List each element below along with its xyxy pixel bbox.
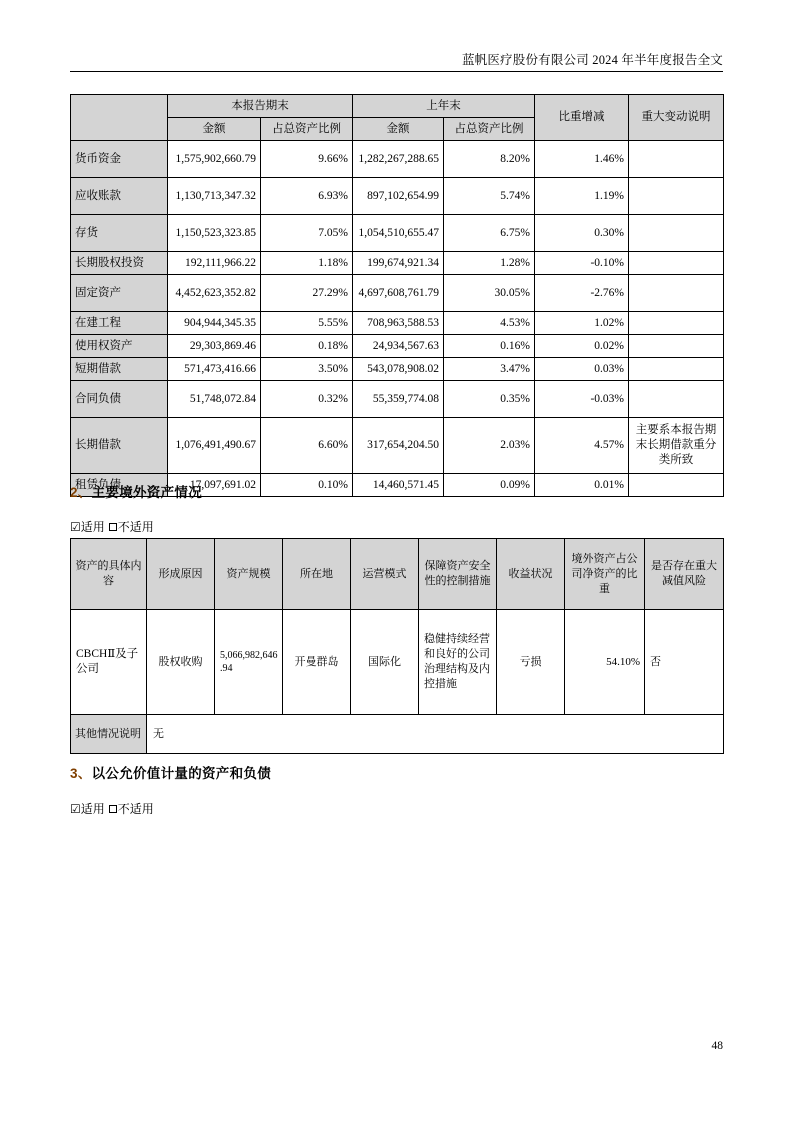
- cell-prev-ratio: 5.74%: [444, 178, 535, 215]
- section-2-title: 主要境外资产情况: [91, 485, 203, 500]
- cell-prev-amount: 708,963,588.53: [353, 312, 444, 335]
- table-row: [71, 141, 724, 178]
- cell-change: 1.02%: [535, 312, 629, 335]
- header-formation-reason: 形成原因: [147, 539, 215, 610]
- row-label: 长期股权投资: [71, 252, 168, 275]
- cell-prev-amount: 24,934,567.63: [353, 335, 444, 358]
- row-label: 合同负债: [71, 381, 168, 418]
- cell-remark: [629, 141, 724, 178]
- row-label: 货币资金: [71, 141, 168, 178]
- page-number: 48: [711, 1040, 723, 1052]
- cell-current-ratio: 3.50%: [261, 358, 353, 381]
- cell-current-amount: 1,150,523,323.85: [168, 215, 261, 252]
- header-impairment-risk: 是否存在重大减值风险: [645, 539, 724, 610]
- row-label: 固定资产: [71, 275, 168, 312]
- table-header-row: [71, 539, 724, 610]
- applicability-line-3: [70, 802, 154, 816]
- cell-current-ratio: 27.29%: [261, 275, 353, 312]
- section-3-title: 以公允价值计量的资产和负债: [91, 766, 272, 781]
- header-prev-ratio: 占总资产比例: [444, 118, 535, 141]
- cell-prev-ratio: 6.75%: [444, 215, 535, 252]
- label-applicable: 适用: [80, 520, 105, 534]
- cell-current-amount: 1,130,713,347.32: [168, 178, 261, 215]
- cell-operating-mode: 国际化: [351, 610, 419, 715]
- cell-location: 开曼群岛: [283, 610, 351, 715]
- header-current-amount: 金额: [168, 118, 261, 141]
- cell-prev-ratio: 0.09%: [444, 474, 535, 497]
- cell-current-amount: 29,303,869.46: [168, 335, 261, 358]
- running-title: 蓝帆医疗股份有限公司 2024 年半年度报告全文: [461, 53, 723, 67]
- cell-current-ratio: 5.55%: [261, 312, 353, 335]
- table-row: [71, 358, 724, 381]
- cell-current-ratio: 6.60%: [261, 418, 353, 474]
- cell-prev-ratio: 1.28%: [444, 252, 535, 275]
- table-row: [71, 418, 724, 474]
- cell-current-amount: 571,473,416.66: [168, 358, 261, 381]
- label-not-applicable: 不适用: [117, 520, 154, 534]
- cell-remark: [629, 275, 724, 312]
- cell-net-asset-ratio: 54.10%: [565, 610, 645, 715]
- cell-prev-ratio: 3.47%: [444, 358, 535, 381]
- checkbox-not-applicable-icon[interactable]: [109, 805, 117, 813]
- corner-cell: [71, 95, 168, 141]
- cell-current-amount: 51,748,072.84: [168, 381, 261, 418]
- cell-prev-ratio: 0.16%: [444, 335, 535, 358]
- header-change: 比重增减: [535, 95, 629, 141]
- table-row: [71, 252, 724, 275]
- checkbox-applicable-checked-icon[interactable]: ☑: [70, 802, 81, 816]
- cell-remark: [629, 381, 724, 418]
- cell-control-measures: 稳健持续经营和良好的公司治理结构及内控措施: [419, 610, 497, 715]
- row-label: 租赁负债: [71, 474, 168, 497]
- header-current-ratio: 占总资产比例: [261, 118, 353, 141]
- row-label: 存货: [71, 215, 168, 252]
- table-row: [71, 335, 724, 358]
- cell-prev-amount: 4,697,608,761.79: [353, 275, 444, 312]
- cell-prev-amount: 199,674,921.34: [353, 252, 444, 275]
- header-asset-scale: 资产规模: [215, 539, 283, 610]
- cell-remark: [629, 358, 724, 381]
- table-row: [71, 610, 724, 715]
- checkbox-not-applicable-icon[interactable]: [109, 523, 117, 531]
- applicability-line-2: [70, 520, 154, 534]
- header-rule: [70, 71, 723, 72]
- cell-current-amount: 904,944,345.35: [168, 312, 261, 335]
- cell-current-ratio: 6.93%: [261, 178, 353, 215]
- table-row: [71, 312, 724, 335]
- checkbox-applicable-checked-icon[interactable]: ☑: [70, 520, 81, 534]
- overseas-assets-table-wrapper: [70, 538, 724, 754]
- cell-remark: [629, 215, 724, 252]
- header-prior-year-end: 上年末: [353, 95, 535, 118]
- header-operating-mode: 运营模式: [351, 539, 419, 610]
- cell-change: -2.76%: [535, 275, 629, 312]
- footer-value: 无: [147, 715, 724, 754]
- section-2-number: 2、: [70, 485, 92, 500]
- cell-change: -0.03%: [535, 381, 629, 418]
- cell-formation-reason: 股权收购: [147, 610, 215, 715]
- cell-change: 1.46%: [535, 141, 629, 178]
- cell-prev-ratio: 0.35%: [444, 381, 535, 418]
- table-row: [71, 215, 724, 252]
- cell-prev-amount: 317,654,204.50: [353, 418, 444, 474]
- cell-asset-content: CBCHⅡ及子公司: [71, 610, 147, 715]
- table-header-row-group: [71, 95, 724, 118]
- cell-current-ratio: 9.66%: [261, 141, 353, 178]
- cell-change: 0.03%: [535, 358, 629, 381]
- cell-current-amount: 1,575,902,660.79: [168, 141, 261, 178]
- cell-change: 0.30%: [535, 215, 629, 252]
- label-not-applicable: 不适用: [117, 802, 154, 816]
- cell-remark: [629, 178, 724, 215]
- section-heading-3: [70, 762, 271, 782]
- cell-remark: 主要系本报告期末长期借款重分类所致: [629, 418, 724, 474]
- row-label: 应收账款: [71, 178, 168, 215]
- cell-impairment-risk: 否: [645, 610, 724, 715]
- table-row: [71, 275, 724, 312]
- section-heading-2: [70, 481, 202, 501]
- header-profit-status: 收益状况: [497, 539, 565, 610]
- header-net-asset-ratio: 境外资产占公司净资产的比重: [565, 539, 645, 610]
- header-location: 所在地: [283, 539, 351, 610]
- cell-change: 0.01%: [535, 474, 629, 497]
- label-applicable: 适用: [80, 802, 105, 816]
- cell-current-amount: 1,076,491,490.67: [168, 418, 261, 474]
- section-3-number: 3、: [70, 766, 92, 781]
- header-remarks: 重大变动说明: [629, 95, 724, 141]
- table-row: [71, 381, 724, 418]
- row-label: 使用权资产: [71, 335, 168, 358]
- cell-prev-ratio: 2.03%: [444, 418, 535, 474]
- balance-comparison-table: [70, 94, 724, 497]
- row-label: 长期借款: [71, 418, 168, 474]
- cell-prev-ratio: 30.05%: [444, 275, 535, 312]
- cell-current-ratio: 0.32%: [261, 381, 353, 418]
- table-row: [71, 178, 724, 215]
- cell-prev-amount: 1,282,267,288.65: [353, 141, 444, 178]
- row-label: 短期借款: [71, 358, 168, 381]
- footer-label: 其他情况说明: [71, 715, 147, 754]
- cell-current-ratio: 7.05%: [261, 215, 353, 252]
- cell-change: -0.10%: [535, 252, 629, 275]
- row-label: 在建工程: [71, 312, 168, 335]
- cell-prev-amount: 543,078,908.02: [353, 358, 444, 381]
- cell-prev-amount: 14,460,571.45: [353, 474, 444, 497]
- cell-current-ratio: 1.18%: [261, 252, 353, 275]
- cell-remark: [629, 312, 724, 335]
- cell-prev-amount: 1,054,510,655.47: [353, 215, 444, 252]
- cell-change: 1.19%: [535, 178, 629, 215]
- table-footer-row: [71, 715, 724, 754]
- cell-profit-status: 亏损: [497, 610, 565, 715]
- cell-current-ratio: 0.18%: [261, 335, 353, 358]
- header-asset-content: 资产的具体内容: [71, 539, 147, 610]
- header-current-period: 本报告期末: [168, 95, 353, 118]
- cell-current-amount: 17,097,691.02: [168, 474, 261, 497]
- overseas-assets-table: [70, 538, 724, 754]
- header-prev-amount: 金额: [353, 118, 444, 141]
- cell-remark: [629, 474, 724, 497]
- page-header: [70, 52, 723, 72]
- cell-prev-ratio: 8.20%: [444, 141, 535, 178]
- cell-change: 0.02%: [535, 335, 629, 358]
- cell-prev-amount: 55,359,774.08: [353, 381, 444, 418]
- cell-current-ratio: 0.10%: [261, 474, 353, 497]
- cell-current-amount: 192,111,966.22: [168, 252, 261, 275]
- cell-prev-ratio: 4.53%: [444, 312, 535, 335]
- cell-remark: [629, 252, 724, 275]
- cell-change: 4.57%: [535, 418, 629, 474]
- cell-asset-scale: 5,066,982,646.94: [215, 610, 283, 715]
- cell-prev-amount: 897,102,654.99: [353, 178, 444, 215]
- cell-remark: [629, 335, 724, 358]
- cell-current-amount: 4,452,623,352.82: [168, 275, 261, 312]
- header-control-measures: 保障资产安全性的控制措施: [419, 539, 497, 610]
- balance-comparison-table-wrapper: [70, 94, 724, 497]
